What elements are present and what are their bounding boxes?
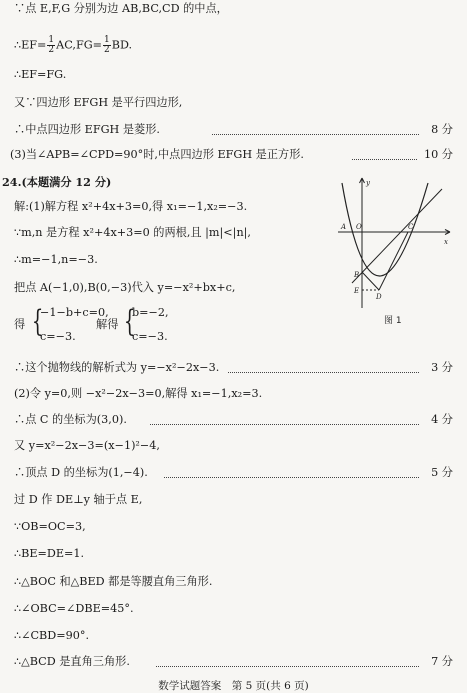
- text-line: 把点 A(−1,0),B(0,−3)代入 y=−x²+bx+c,: [14, 281, 236, 294]
- segment-bd: [362, 272, 379, 290]
- question-heading: 24.(本题满分 12 分): [2, 175, 112, 189]
- fraction: [103, 36, 111, 55]
- leader-dots: [228, 372, 419, 373]
- leader-dots: [352, 159, 417, 160]
- text-line: ∴这个抛物线的解析式为 y=−x²−2x−3.: [14, 361, 220, 374]
- text-segment: 解得: [96, 318, 119, 331]
- score-points: 8 分: [431, 123, 453, 136]
- text-line: ∴顶点 D 的坐标为(1,−4).: [14, 466, 148, 479]
- point-o-label: O: [356, 223, 362, 231]
- text-line: ∵OB=OC=3,: [14, 520, 86, 533]
- text-segment: 得: [14, 318, 26, 331]
- text-segment: ∴EF=: [14, 38, 47, 52]
- left-brace: {: [123, 304, 136, 339]
- leader-dots: [156, 666, 419, 667]
- point-b-label: B: [354, 271, 360, 279]
- text-line: ∴∠OBC=∠DBE=45°.: [14, 602, 134, 615]
- page-footer: 数学试题答案 第 5 页(共 6 页): [158, 680, 309, 692]
- point-c-label: C: [408, 223, 414, 231]
- score-points: 5 分: [431, 466, 453, 479]
- text-line: ∴△BOC 和△BED 都是等腰直角三角形.: [14, 575, 213, 588]
- score-points: 3 分: [431, 361, 453, 374]
- equation: b=−2,: [132, 306, 169, 319]
- line-bc: [352, 189, 442, 283]
- score-points: 7 分: [431, 655, 453, 668]
- text-line-fraction: [14, 36, 132, 55]
- text-line: (3)当∠APB=∠CPD=90°时,中点四边形 EFGH 是正方形.: [10, 148, 304, 161]
- parabola-curve: [342, 183, 428, 276]
- fraction-denominator: 2: [104, 45, 110, 55]
- equation: −1−b+c=0,: [40, 306, 109, 319]
- text-line: 解:(1)解方程 x²+4x+3=0,得 x₁=−1,x₂=−3.: [14, 200, 248, 213]
- fraction-denominator: 2: [48, 45, 55, 55]
- text-line: ∴中点四边形 EFGH 是菱形.: [14, 123, 160, 136]
- text-segment: AC,FG=: [56, 38, 103, 52]
- fraction: [47, 36, 55, 55]
- left-brace: {: [31, 304, 44, 339]
- text-line: ∴△BCD 是直角三角形.: [14, 655, 130, 668]
- figure-caption: 图 1: [384, 316, 402, 326]
- text-line: ∴EF=FG.: [14, 68, 67, 81]
- fraction-numerator: 1: [104, 35, 110, 45]
- text-line: 过 D 作 DE⊥y 轴于点 E,: [14, 493, 143, 506]
- leader-dots: [164, 477, 419, 478]
- text-line: ∴BE=DE=1.: [14, 547, 85, 560]
- text-segment: BD.: [111, 38, 133, 52]
- text-line: 又∵四边形 EFGH 是平行四边形,: [14, 96, 183, 109]
- point-e-label: E: [354, 287, 360, 295]
- text-line: 又 y=x²−2x−3=(x−1)²−4,: [14, 439, 160, 452]
- segment-dc: [379, 232, 408, 290]
- equation: c=−3.: [40, 330, 76, 343]
- text-line: (2)令 y=0,则 −x²−2x−3=0,解得 x₁=−1,x₂=3.: [14, 387, 263, 400]
- point-d-label: D: [376, 293, 382, 301]
- text-line: ∵点 E,F,G 分别为边 AB,BC,CD 的中点，: [14, 2, 228, 15]
- fraction-numerator: 1: [48, 35, 55, 45]
- text-line: ∴点 C 的坐标为(3,0).: [14, 413, 127, 426]
- text-line: ∴∠CBD=90°.: [14, 629, 90, 642]
- score-points: 10 分: [424, 148, 453, 161]
- x-label: x: [444, 238, 448, 246]
- score-points: 4 分: [431, 413, 453, 426]
- leader-dots: [212, 134, 419, 135]
- text-line: ∴m=−1,n=−3.: [14, 253, 98, 266]
- y-label: y: [366, 179, 370, 187]
- parabola-figure: [338, 173, 456, 333]
- point-a-label: A: [341, 223, 347, 231]
- leader-dots: [150, 424, 419, 425]
- equation: c=−3.: [132, 330, 168, 343]
- text-line: ∵m,n 是方程 x²+4x+3=0 的两根,且 |m|<|n|,: [14, 226, 251, 239]
